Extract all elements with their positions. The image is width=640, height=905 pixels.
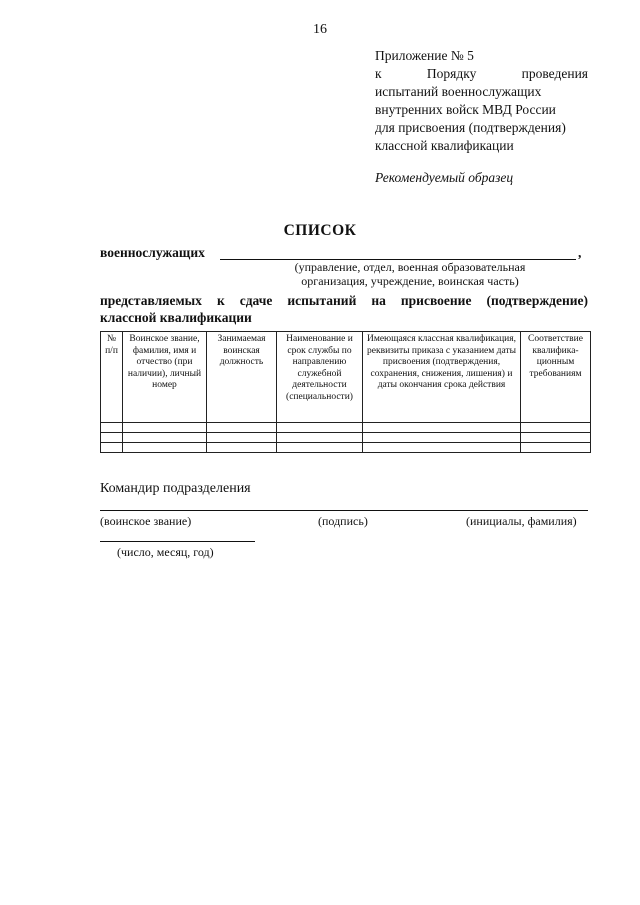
appendix-title: Приложение № 5 xyxy=(375,48,474,63)
appendix-line: к Порядку проведения xyxy=(375,66,588,81)
appendix-line: испытаний военнослужащих xyxy=(375,84,542,99)
table-cell[interactable] xyxy=(521,443,591,453)
document-title: СПИСОК xyxy=(283,222,357,239)
recipient-hint-line: организация, учреждение, воинская часть) xyxy=(301,274,519,288)
commander-label: Командир подразделения xyxy=(100,481,251,496)
appendix-block xyxy=(375,47,588,155)
header-compliance: Соответствие квалифика-ционным требованиям xyxy=(521,332,591,423)
header-qualification: Имеющаяся классная квалификация, реквизиты приказа с указанием даты присвоения (подтверждения, сохранения, снижения, лишения) и даты окончания срока действия xyxy=(363,332,521,423)
table-cell[interactable] xyxy=(101,443,123,453)
table-cell[interactable] xyxy=(363,433,521,443)
header-service-term: Наименование и срок службы по направлению служебной деятельности (специальности) xyxy=(277,332,363,423)
table-header-row xyxy=(101,332,591,423)
table-cell[interactable] xyxy=(363,423,521,433)
table-row xyxy=(101,443,591,453)
table-cell[interactable] xyxy=(101,423,123,433)
sample-label: Рекомендуемый образец xyxy=(375,170,514,185)
table-cell[interactable] xyxy=(101,433,123,443)
table-cell[interactable] xyxy=(277,433,363,443)
name-caption: (инициалы, фамилия) xyxy=(466,514,577,528)
table-cell[interactable] xyxy=(363,443,521,453)
candidates-table xyxy=(100,331,591,453)
appendix-line: для присвоения (подтверждения) xyxy=(375,120,566,135)
appendix-line: внутренних войск МВД России xyxy=(375,102,556,117)
header-number: № п/п xyxy=(101,332,123,423)
header-position: Занимаемая воинская должность xyxy=(207,332,277,423)
recipient-label: военнослужащих xyxy=(100,245,205,260)
signature-fill-line[interactable] xyxy=(100,510,588,511)
page-number: 16 xyxy=(313,22,327,37)
recipient-comma: , xyxy=(578,245,582,260)
table-cell[interactable] xyxy=(207,423,277,433)
purpose-line: классной квалификации xyxy=(100,310,252,325)
table-cell[interactable] xyxy=(521,433,591,443)
table-row xyxy=(101,433,591,443)
table-cell[interactable] xyxy=(277,443,363,453)
date-caption: (число, месяц, год) xyxy=(117,545,214,559)
purpose-line: представляемых к сдаче испытаний на присвоение (подтверждение) xyxy=(100,293,588,308)
table-cell[interactable] xyxy=(207,433,277,443)
table-cell[interactable] xyxy=(123,443,207,453)
recipient-hint-line: (управление, отдел, военная образовательная xyxy=(294,260,526,274)
appendix-line: классной квалификации xyxy=(375,138,514,153)
table-cell[interactable] xyxy=(207,443,277,453)
table-cell[interactable] xyxy=(521,423,591,433)
date-fill-line[interactable] xyxy=(100,541,255,542)
rank-caption: (воинское звание) xyxy=(100,514,192,528)
sign-caption: (подпись) xyxy=(318,514,368,528)
table-cell[interactable] xyxy=(123,423,207,433)
table-cell[interactable] xyxy=(277,423,363,433)
recipient-hint xyxy=(250,260,570,288)
header-rank-name: Воинское звание, фамилия, имя и отчество (при наличии), личный номер xyxy=(123,332,207,423)
table-cell[interactable] xyxy=(123,433,207,443)
purpose-text xyxy=(100,292,588,326)
table-row xyxy=(101,423,591,433)
